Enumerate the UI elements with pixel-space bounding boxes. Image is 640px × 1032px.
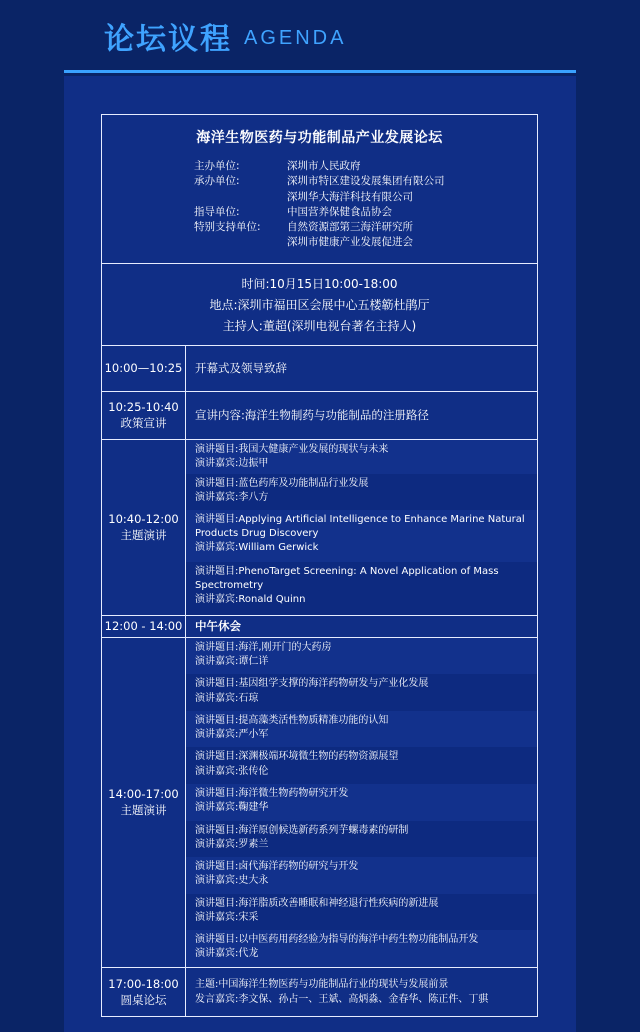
talk-topic: 演讲题目:海洋脂质改善睡眠和神经退行性疾病的新进展	[195, 897, 439, 909]
schedule-row-opening	[102, 346, 537, 392]
schedule-row-lunch	[102, 616, 537, 638]
talk-speaker: 演讲嘉宾:张传伦	[195, 765, 269, 777]
organizer-value: 中国营养保健食品协会	[287, 205, 392, 218]
time-label: 12:00 - 14:00	[104, 619, 183, 634]
event-time: 时间:10月15日10:00-18:00	[241, 276, 398, 291]
talk-topic: 演讲题目:深渊极端环境微生物的药物资源展望	[195, 751, 399, 763]
talk-item	[186, 930, 537, 967]
talk-list	[186, 638, 537, 967]
talk-speaker: 演讲嘉宾:石琼	[195, 692, 259, 704]
schedule-row-keynote-pm	[102, 638, 537, 968]
row-content: 中午休会	[195, 619, 241, 634]
talk-item	[186, 674, 537, 711]
roundtable-theme: 主题:中国海洋生物医药与功能制品行业的现状与发展前景	[195, 978, 449, 990]
time-label: 14:00-17:00	[108, 787, 179, 802]
talk-topic: 演讲题目:蓝色药库及功能制品行业发展	[195, 477, 369, 489]
row-time	[102, 638, 186, 967]
schedule-row-keynote-am	[102, 440, 537, 616]
talk-topic: 演讲题目:PhenoTarget Screening: A Novel Application of Mass Spectrometry	[195, 565, 499, 591]
organizer-value: 深圳市人民政府	[287, 160, 361, 172]
row-time	[102, 616, 186, 637]
agenda-table	[101, 114, 538, 1017]
organizer-row	[194, 220, 537, 251]
organizer-row	[194, 159, 537, 174]
page-subtitle: AGENDA	[244, 27, 347, 49]
event-host: 主持人:董超(深圳电视台著名主持人)	[222, 318, 417, 333]
organizer-row	[194, 174, 537, 205]
talk-speaker: 演讲嘉宾:罗素兰	[195, 838, 269, 850]
talk-item	[186, 821, 537, 858]
talk-speaker: 演讲嘉宾:宋采	[195, 911, 259, 923]
session-label: 主题演讲	[120, 803, 167, 818]
talk-item	[186, 784, 537, 821]
row-content	[186, 968, 537, 1016]
organizer-value: 深圳华大海洋科技有限公司	[287, 190, 413, 203]
talk-item	[186, 510, 537, 562]
time-label: 10:00—10:25	[104, 361, 183, 376]
talk-topic: 演讲题目:海洋微生物药物研究开发	[195, 788, 349, 800]
time-label: 10:40-12:00	[108, 512, 179, 527]
talk-item	[186, 638, 537, 675]
talk-topic: 演讲题目:我国大健康产业发展的现状与未来	[195, 443, 389, 455]
row-time	[102, 346, 186, 391]
organizer-label: 主办单位:	[194, 160, 240, 172]
time-label: 17:00-18:00	[108, 976, 179, 991]
header-divider	[64, 70, 576, 73]
talk-item	[186, 711, 537, 748]
roundtable-speakers: 发言嘉宾:李文保、孙占一、王斌、高炳淼、金春华、陈正件、丁骐	[195, 993, 489, 1005]
row-time	[102, 968, 186, 1016]
talk-speaker: 演讲嘉宾:边振甲	[195, 457, 269, 469]
event-venue: 地点:深圳市福田区会展中心五楼簕杜鹃厅	[209, 297, 430, 312]
row-time	[102, 440, 186, 615]
page-header	[0, 0, 640, 72]
organizer-label: 特别支持单位:	[194, 221, 261, 234]
talk-speaker: 演讲嘉宾:严小军	[195, 729, 269, 741]
talk-list	[186, 440, 537, 615]
row-content: 开幕式及领导致辞	[195, 361, 287, 376]
talk-item	[186, 857, 537, 894]
event-details-section	[102, 264, 537, 346]
organizer-list	[102, 149, 537, 263]
talk-topic: 演讲题目:卤代海洋药物的研究与开发	[195, 861, 359, 873]
organizer-row	[194, 205, 537, 220]
schedule-row-policy	[102, 392, 537, 440]
talk-topic: 演讲题目:提高藻类活性物质精准功能的认知	[195, 714, 389, 726]
session-label: 圆桌论坛	[120, 992, 167, 1007]
session-label: 主题演讲	[120, 528, 167, 543]
forum-info-section	[102, 115, 537, 264]
row-time	[102, 392, 186, 439]
organizer-value: 深圳市健康产业发展促进会	[287, 236, 413, 249]
schedule-section	[102, 346, 537, 1016]
page-title: 论坛议程	[104, 22, 232, 57]
talk-topic: 演讲题目:基因组学支撑的海洋药物研发与产业化发展	[195, 678, 429, 690]
talk-topic: 演讲题目:海洋原创候选新药系列芋螺毒素的研制	[195, 824, 409, 836]
talk-speaker: 演讲嘉宾:代龙	[195, 948, 259, 960]
talk-speaker: 演讲嘉宾:Ronald Quinn	[195, 594, 306, 606]
talk-item	[186, 894, 537, 931]
talk-item	[186, 562, 537, 615]
row-content: 宣讲内容:海洋生物制药与功能制品的注册路径	[195, 408, 429, 423]
talk-item	[186, 747, 537, 784]
session-label: 政策宣讲	[120, 416, 167, 431]
organizer-value: 自然资源部第三海洋研究所	[287, 221, 413, 234]
forum-title: 海洋生物医药与功能制品产业发展论坛	[196, 130, 443, 146]
talk-topic: 演讲题目:海洋,刚开门的大药房	[195, 641, 332, 653]
talk-item	[186, 474, 537, 510]
time-label: 10:25-10:40	[108, 400, 179, 415]
talk-speaker: 演讲嘉宾:William Gerwick	[195, 542, 319, 554]
talk-speaker: 演讲嘉宾:谭仁详	[195, 655, 269, 667]
talk-topic: 演讲题目:以中医药用药经验为指导的海洋中药生物功能制品开发	[195, 934, 479, 946]
schedule-row-roundtable	[102, 968, 537, 1016]
talk-topic: 演讲题目:Applying Artificial Intelligence to Enhance Marine Natural Products Drug Discovery	[195, 513, 525, 539]
talk-speaker: 演讲嘉宾:李八方	[195, 491, 269, 503]
organizer-label: 指导单位:	[194, 205, 240, 218]
organizer-label: 承办单位:	[194, 175, 240, 188]
organizer-value: 深圳市特区建设发展集团有限公司	[287, 175, 445, 188]
talk-speaker: 演讲嘉宾:史大永	[195, 875, 269, 887]
talk-speaker: 演讲嘉宾:鞠建华	[195, 802, 269, 814]
talk-item	[186, 440, 537, 474]
